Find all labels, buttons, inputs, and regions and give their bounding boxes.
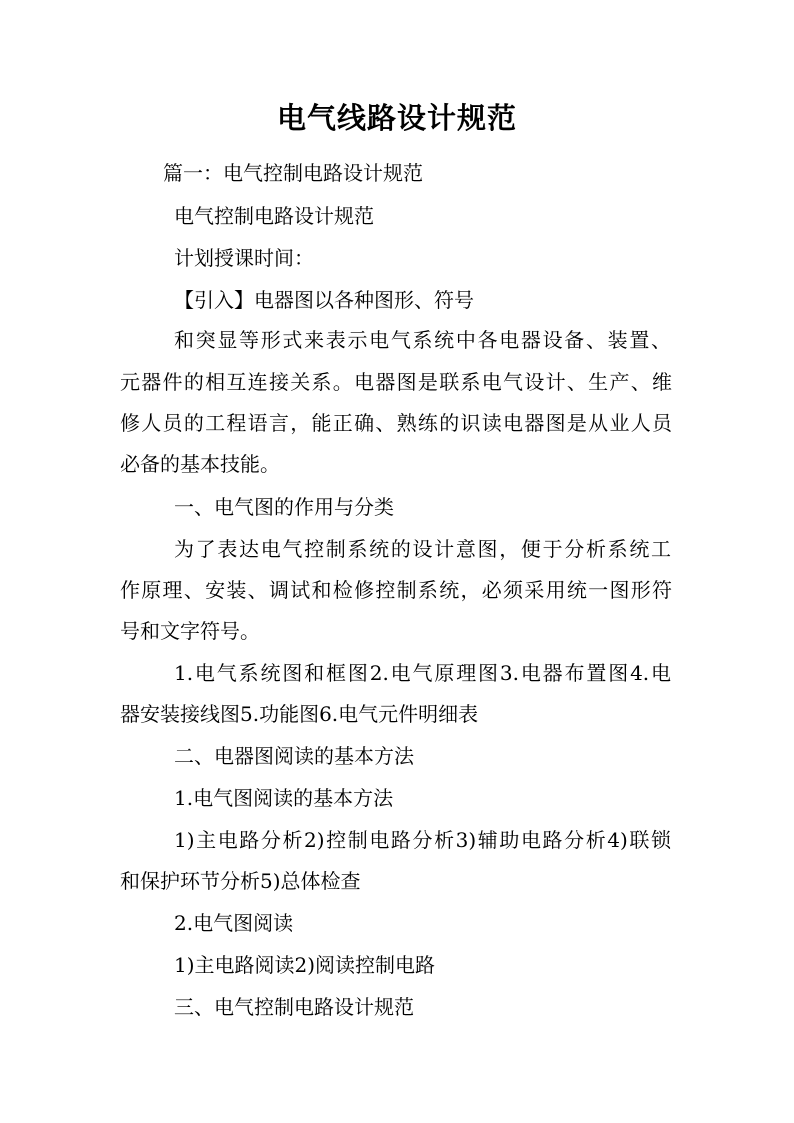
- paragraph-line: 和保护环节分析5)总体检查: [120, 869, 361, 893]
- document-title: 电气线路设计规范: [276, 101, 517, 135]
- paragraph-line: 号和文字符号。: [120, 619, 260, 643]
- paragraph-line: 1.电气系统图和框图2.电气原理图3.电器布置图4.电: [174, 661, 671, 685]
- heading-subsection: 1.电气图阅读的基本方法: [174, 786, 394, 810]
- heading-section-1: 一、电气图的作用与分类: [174, 495, 394, 519]
- paragraph-line: 为了表达电气控制系统的设计意图，便于分析系统工: [174, 537, 671, 561]
- paragraph-line: 修人员的工程语言，能正确、熟练的识读电器图是从业人员: [120, 411, 672, 435]
- paragraph-intro: 【引入】电器图以各种图形、符号: [174, 288, 474, 312]
- paragraph-line: 1)主电路分析2)控制电路分析3)辅助电路分析4)联锁: [174, 828, 671, 852]
- paragraph-line: 必备的基本技能。: [120, 452, 280, 476]
- heading-section-2: 二、电器图阅读的基本方法: [174, 744, 414, 768]
- paragraph-schedule: 计划授课时间：: [174, 246, 314, 270]
- heading-subsection: 2.电气图阅读: [174, 911, 294, 935]
- paragraph-line: 和突显等形式来表示电气系统中各电器设备、装置、: [174, 328, 671, 352]
- paragraph-section-heading: 篇一：电气控制电路设计规范: [163, 161, 423, 185]
- paragraph-line: 元器件的相互连接关系。电器图是联系电气设计、生产、维: [120, 370, 672, 394]
- paragraph-line: 器安装接线图5.功能图6.电气元件明细表: [120, 702, 479, 726]
- paragraph-subtitle: 电气控制电路设计规范: [174, 204, 374, 228]
- paragraph-line: 1)主电路阅读2)阅读控制电路: [174, 953, 436, 977]
- heading-section-3: 三、电气控制电路设计规范: [174, 995, 414, 1019]
- paragraph-line: 作原理、安装、调试和检修控制系统，必须采用统一图形符: [120, 578, 672, 602]
